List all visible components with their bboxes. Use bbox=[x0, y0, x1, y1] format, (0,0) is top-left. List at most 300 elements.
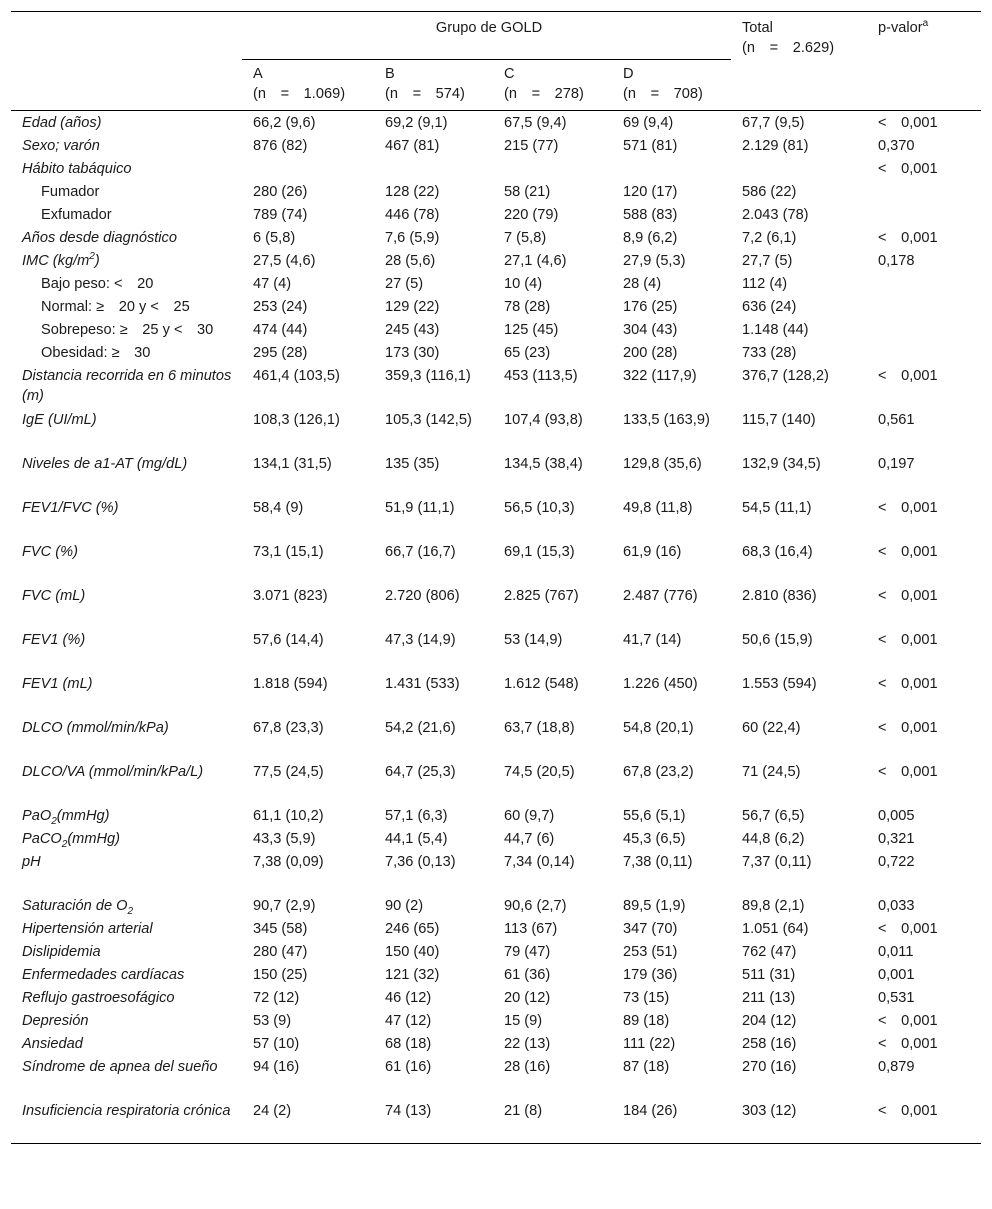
table-row bbox=[11, 540, 981, 584]
group-d-cell: 253 (51) bbox=[623, 944, 678, 960]
group-d-cell: 179 (36) bbox=[623, 967, 678, 983]
row-label-text: Depresión bbox=[22, 1013, 89, 1029]
row-label bbox=[11, 249, 242, 272]
row-label-suffix: ) bbox=[94, 253, 100, 269]
total-cell: 1.148 (44) bbox=[742, 322, 809, 338]
table-row bbox=[11, 134, 981, 157]
row-label-text: Distancia recorrida en 6 minutos (m) bbox=[22, 368, 232, 404]
p-value-cell: 0,879 bbox=[878, 1059, 915, 1075]
p-value-cell: < 0,001 bbox=[878, 544, 938, 560]
group-c-cell: 453 (113,5) bbox=[504, 368, 578, 384]
group-a-cell: 3.071 (823) bbox=[253, 588, 328, 604]
group-b-cell: 68 (18) bbox=[385, 1036, 432, 1052]
group-a-cell: 253 (24) bbox=[253, 299, 308, 315]
group-b-cell: 66,7 (16,7) bbox=[385, 544, 456, 560]
group-c-cell: 134,5 (38,4) bbox=[504, 456, 583, 472]
group-a-cell: 90,7 (2,9) bbox=[253, 898, 316, 914]
row-label-suffix: (mmHg) bbox=[56, 808, 110, 824]
group-c-cell: 7,34 (0,14) bbox=[504, 854, 575, 870]
pvalue-header bbox=[867, 12, 981, 111]
group-c-cell: 7 (5,8) bbox=[504, 230, 547, 246]
table-row bbox=[11, 226, 981, 249]
row-label-subscript: 2 bbox=[61, 838, 68, 850]
group-d-cell: 28 (4) bbox=[623, 276, 662, 292]
row-label bbox=[11, 940, 242, 963]
p-value-cell: < 0,001 bbox=[878, 230, 938, 246]
total-cell: 44,8 (6,2) bbox=[742, 831, 805, 847]
group-b-cell: 128 (22) bbox=[385, 184, 440, 200]
p-value-cell: < 0,001 bbox=[878, 921, 938, 937]
group-a-cell: 280 (26) bbox=[253, 184, 308, 200]
total-cell: 303 (12) bbox=[742, 1103, 797, 1119]
group-c-cell: 220 (79) bbox=[504, 207, 559, 223]
p-value-cell bbox=[867, 203, 981, 226]
row-label-text: Obesidad: ≥ 30 bbox=[41, 345, 151, 361]
row-label bbox=[11, 804, 242, 827]
row-label bbox=[11, 986, 242, 1009]
table-row bbox=[11, 1055, 981, 1099]
group-b-cell: 51,9 (11,1) bbox=[385, 500, 455, 516]
group-a-cell: 72 (12) bbox=[253, 990, 300, 1006]
group-d-cell: 7,38 (0,11) bbox=[623, 854, 693, 870]
p-value-cell: 0,001 bbox=[878, 967, 915, 983]
table-row bbox=[11, 203, 981, 226]
group-d-cell: 55,6 (5,1) bbox=[623, 808, 686, 824]
table-row bbox=[11, 584, 981, 628]
table-row bbox=[11, 180, 981, 203]
p-value-cell: 0,321 bbox=[878, 831, 915, 847]
group-name: B bbox=[385, 66, 395, 82]
group-b-cell: 69,2 (9,1) bbox=[385, 115, 448, 131]
total-cell: 60 (22,4) bbox=[742, 720, 801, 736]
row-label-text: Hipertensión arterial bbox=[22, 921, 153, 937]
row-label bbox=[11, 850, 242, 894]
row-label bbox=[11, 1099, 242, 1144]
group-b-cell: 446 (78) bbox=[385, 207, 440, 223]
p-value-cell: < 0,001 bbox=[878, 632, 938, 648]
row-label-subscript: 2 bbox=[51, 815, 57, 827]
group-name: C bbox=[504, 66, 515, 82]
group-a-cell: 474 (44) bbox=[253, 322, 308, 338]
group-c-cell: 65 (23) bbox=[504, 345, 551, 361]
total-cell: 733 (28) bbox=[742, 345, 797, 361]
row-label bbox=[11, 408, 242, 452]
total-cell bbox=[731, 157, 867, 180]
row-label-text: Síndrome de apnea del sueño bbox=[22, 1059, 218, 1075]
row-label-text: PaCO bbox=[22, 831, 62, 847]
row-label bbox=[11, 540, 242, 584]
group-d-cell: 200 (28) bbox=[623, 345, 678, 361]
group-b-cell: 27 (5) bbox=[385, 276, 424, 292]
row-label bbox=[11, 894, 242, 917]
row-label bbox=[11, 318, 242, 341]
total-cell: 67,7 (9,5) bbox=[742, 115, 805, 131]
group-a-cell: 876 (82) bbox=[253, 138, 308, 154]
p-value-cell bbox=[867, 318, 981, 341]
group-a-cell: 57,6 (14,4) bbox=[253, 632, 324, 648]
group-d-cell: 8,9 (6,2) bbox=[623, 230, 678, 246]
row-label bbox=[11, 364, 242, 408]
group-a-cell: 108,3 (126,1) bbox=[253, 412, 340, 428]
row-label bbox=[11, 963, 242, 986]
p-value-cell: 0,011 bbox=[878, 944, 914, 960]
group-header-d bbox=[612, 60, 731, 111]
group-b-cell: 46 (12) bbox=[385, 990, 432, 1006]
group-a-cell: 1.818 (594) bbox=[253, 676, 328, 692]
group-b-cell: 47,3 (14,9) bbox=[385, 632, 456, 648]
group-a-cell: 94 (16) bbox=[253, 1059, 300, 1075]
row-label-text: Sexo; varón bbox=[22, 138, 100, 154]
group-a-cell: 150 (25) bbox=[253, 967, 308, 983]
row-label-text: Normal: ≥ 20 y < 25 bbox=[41, 299, 190, 315]
row-label-text: IMC (kg/m bbox=[22, 253, 90, 269]
group-b-cell: 54,2 (21,6) bbox=[385, 720, 456, 736]
group-d-cell: 27,9 (5,3) bbox=[623, 253, 686, 269]
group-n: (n = 278) bbox=[504, 86, 584, 102]
group-c-cell: 125 (45) bbox=[504, 322, 559, 338]
row-label bbox=[11, 1009, 242, 1032]
row-label-superscript: 2 bbox=[89, 251, 95, 263]
group-a-cell bbox=[242, 157, 374, 180]
row-label bbox=[11, 584, 242, 628]
group-header-b bbox=[374, 60, 493, 111]
row-label-text: IgE (UI/mL) bbox=[22, 412, 97, 428]
total-cell: 56,7 (6,5) bbox=[742, 808, 805, 824]
group-c-cell: 90,6 (2,7) bbox=[504, 898, 567, 914]
group-b-cell: 467 (81) bbox=[385, 138, 440, 154]
total-cell: 586 (22) bbox=[742, 184, 797, 200]
total-cell: 115,7 (140) bbox=[742, 412, 816, 428]
group-a-cell: 43,3 (5,9) bbox=[253, 831, 316, 847]
table-row bbox=[11, 716, 981, 760]
group-c-cell: 60 (9,7) bbox=[504, 808, 555, 824]
group-b-cell: 64,7 (25,3) bbox=[385, 764, 456, 780]
total-cell: 54,5 (11,1) bbox=[742, 500, 812, 516]
group-d-cell: 73 (15) bbox=[623, 990, 670, 1006]
table-row bbox=[11, 760, 981, 804]
row-label-suffix: (mmHg) bbox=[67, 831, 121, 847]
group-c-cell: 215 (77) bbox=[504, 138, 559, 154]
row-label bbox=[11, 716, 242, 760]
group-a-cell: 53 (9) bbox=[253, 1013, 292, 1029]
row-label bbox=[11, 1055, 242, 1099]
p-value-cell bbox=[867, 272, 981, 295]
total-cell: 89,8 (2,1) bbox=[742, 898, 805, 914]
row-label-text: FVC (mL) bbox=[22, 588, 86, 604]
table-row bbox=[11, 628, 981, 672]
pvalue-label: p-valor bbox=[878, 20, 923, 36]
group-b-cell: 121 (32) bbox=[385, 967, 440, 983]
row-label-text: FVC (%) bbox=[22, 544, 78, 560]
total-cell: 1.051 (64) bbox=[742, 921, 809, 937]
table-row bbox=[11, 249, 981, 272]
group-c-cell: 79 (47) bbox=[504, 944, 551, 960]
row-label-text: Edad (años) bbox=[22, 115, 102, 131]
table-row bbox=[11, 986, 981, 1009]
table-row bbox=[11, 452, 981, 496]
total-cell: 112 (4) bbox=[742, 276, 788, 292]
group-d-cell: 87 (18) bbox=[623, 1059, 670, 1075]
group-d-cell: 89 (18) bbox=[623, 1013, 670, 1029]
table-row bbox=[11, 827, 981, 850]
group-c-cell: 69,1 (15,3) bbox=[504, 544, 575, 560]
p-value-cell: 0,561 bbox=[878, 412, 915, 428]
table-row bbox=[11, 496, 981, 540]
p-value-cell: < 0,001 bbox=[878, 764, 938, 780]
table-row bbox=[11, 1032, 981, 1055]
group-name: D bbox=[623, 66, 634, 82]
table-row bbox=[11, 894, 981, 917]
row-label bbox=[11, 760, 242, 804]
p-value-cell: 0,722 bbox=[878, 854, 915, 870]
group-d-cell: 89,5 (1,9) bbox=[623, 898, 686, 914]
table-row bbox=[11, 157, 981, 180]
row-label bbox=[11, 917, 242, 940]
group-b-cell: 7,36 (0,13) bbox=[385, 854, 456, 870]
group-c-cell: 15 (9) bbox=[504, 1013, 543, 1029]
group-b-cell: 359,3 (116,1) bbox=[385, 368, 471, 384]
group-c-cell: 2.825 (767) bbox=[504, 588, 579, 604]
p-value-cell: 0,370 bbox=[878, 138, 915, 154]
group-d-cell: 176 (25) bbox=[623, 299, 678, 315]
total-cell: 204 (12) bbox=[742, 1013, 797, 1029]
total-cell: 50,6 (15,9) bbox=[742, 632, 813, 648]
p-value-cell: 0,005 bbox=[878, 808, 915, 824]
p-value-cell: < 0,001 bbox=[878, 1036, 938, 1052]
row-label bbox=[11, 341, 242, 364]
total-cell: 27,7 (5) bbox=[742, 253, 793, 269]
group-b-cell: 245 (43) bbox=[385, 322, 440, 338]
row-label bbox=[11, 157, 242, 180]
group-a-cell: 61,1 (10,2) bbox=[253, 808, 324, 824]
total-cell: 511 (31) bbox=[742, 967, 796, 983]
group-a-cell: 57 (10) bbox=[253, 1036, 300, 1052]
table-row bbox=[11, 364, 981, 408]
group-d-cell bbox=[612, 157, 731, 180]
group-c-cell: 10 (4) bbox=[504, 276, 543, 292]
row-label-text: Enfermedades cardíacas bbox=[22, 967, 185, 983]
group-d-cell: 45,3 (6,5) bbox=[623, 831, 686, 847]
total-cell: 211 (13) bbox=[742, 990, 796, 1006]
gold-group-header: Grupo de GOLD bbox=[242, 12, 731, 60]
row-label-text: Ansiedad bbox=[22, 1036, 83, 1052]
row-label-text: FEV1/FVC (%) bbox=[22, 500, 119, 516]
row-label bbox=[11, 134, 242, 157]
p-value-cell: < 0,001 bbox=[878, 720, 938, 736]
total-cell: 71 (24,5) bbox=[742, 764, 801, 780]
group-d-cell: 133,5 (163,9) bbox=[623, 412, 710, 428]
group-b-cell: 246 (65) bbox=[385, 921, 440, 937]
group-d-cell: 184 (26) bbox=[623, 1103, 678, 1119]
group-a-cell: 461,4 (103,5) bbox=[253, 368, 340, 384]
p-value-cell: < 0,001 bbox=[878, 588, 938, 604]
group-d-cell: 111 (22) bbox=[623, 1036, 676, 1052]
row-label bbox=[11, 827, 242, 850]
group-c-cell: 67,5 (9,4) bbox=[504, 115, 567, 131]
row-label bbox=[11, 272, 242, 295]
row-label bbox=[11, 180, 242, 203]
group-d-cell: 67,8 (23,2) bbox=[623, 764, 694, 780]
group-b-cell: 135 (35) bbox=[385, 456, 440, 472]
total-cell: 1.553 (594) bbox=[742, 676, 817, 692]
group-d-cell: 49,8 (11,8) bbox=[623, 500, 693, 516]
group-b-cell: 129 (22) bbox=[385, 299, 440, 315]
p-value-cell: < 0,001 bbox=[878, 500, 938, 516]
group-a-cell: 24 (2) bbox=[253, 1103, 292, 1119]
group-b-cell: 90 (2) bbox=[385, 898, 424, 914]
group-a-cell: 134,1 (31,5) bbox=[253, 456, 332, 472]
row-label bbox=[11, 111, 242, 135]
group-n: (n = 708) bbox=[623, 86, 703, 102]
total-cell: 2.129 (81) bbox=[742, 138, 809, 154]
p-value-cell: < 0,001 bbox=[878, 161, 938, 177]
group-a-cell: 66,2 (9,6) bbox=[253, 115, 316, 131]
group-c-cell: 78 (28) bbox=[504, 299, 551, 315]
total-cell: 376,7 (128,2) bbox=[742, 368, 829, 384]
row-label-text: DLCO (mmol/min/kPa) bbox=[22, 720, 169, 736]
table-row bbox=[11, 1099, 981, 1144]
row-label bbox=[11, 226, 242, 249]
pvalue-footnote-mark: a bbox=[922, 18, 929, 30]
group-b-cell: 57,1 (6,3) bbox=[385, 808, 448, 824]
clinical-characteristics-table bbox=[11, 11, 981, 1144]
group-name: A bbox=[253, 66, 263, 82]
row-label-text: FEV1 (%) bbox=[22, 632, 86, 648]
table-row bbox=[11, 318, 981, 341]
total-header bbox=[731, 12, 867, 111]
p-value-cell: 0,531 bbox=[878, 990, 915, 1006]
group-c-cell: 56,5 (10,3) bbox=[504, 500, 575, 516]
row-label bbox=[11, 295, 242, 318]
group-c-cell: 44,7 (6) bbox=[504, 831, 555, 847]
total-cell: 270 (16) bbox=[742, 1059, 797, 1075]
row-label-text: Reflujo gastroesofágico bbox=[22, 990, 175, 1006]
group-c-cell: 107,4 (93,8) bbox=[504, 412, 583, 428]
group-b-cell: 1.431 (533) bbox=[385, 676, 460, 692]
table-row bbox=[11, 272, 981, 295]
group-b-cell: 28 (5,6) bbox=[385, 253, 436, 269]
group-c-cell: 53 (14,9) bbox=[504, 632, 563, 648]
group-c-cell: 63,7 (18,8) bbox=[504, 720, 575, 736]
group-b-cell: 105,3 (142,5) bbox=[385, 412, 472, 428]
group-d-cell: 1.226 (450) bbox=[623, 676, 698, 692]
group-a-cell: 345 (58) bbox=[253, 921, 308, 937]
total-n: (n = 2.629) bbox=[742, 40, 835, 56]
row-label-text: Dislipidemia bbox=[22, 944, 101, 960]
table-row bbox=[11, 804, 981, 827]
row-label-text: Sobrepeso: ≥ 25 y < 30 bbox=[41, 322, 214, 338]
total-cell: 2.043 (78) bbox=[742, 207, 809, 223]
group-header-a bbox=[242, 60, 374, 111]
group-c-cell bbox=[493, 157, 612, 180]
group-a-cell: 295 (28) bbox=[253, 345, 308, 361]
total-cell: 132,9 (34,5) bbox=[742, 456, 821, 472]
row-label-text: pH bbox=[22, 854, 41, 870]
group-c-cell: 22 (13) bbox=[504, 1036, 551, 1052]
total-cell: 68,3 (16,4) bbox=[742, 544, 813, 560]
group-header-c bbox=[493, 60, 612, 111]
group-d-cell: 41,7 (14) bbox=[623, 632, 682, 648]
row-label-text: PaO bbox=[22, 808, 52, 824]
p-value-cell: 0,197 bbox=[878, 456, 915, 472]
group-b-cell: 150 (40) bbox=[385, 944, 440, 960]
table-row bbox=[11, 672, 981, 716]
group-c-cell: 1.612 (548) bbox=[504, 676, 579, 692]
group-a-cell: 47 (4) bbox=[253, 276, 292, 292]
table-row bbox=[11, 850, 981, 894]
group-c-cell: 27,1 (4,6) bbox=[504, 253, 567, 269]
stub-header bbox=[11, 12, 242, 111]
group-b-cell: 44,1 (5,4) bbox=[385, 831, 448, 847]
p-value-cell: 0,033 bbox=[878, 898, 915, 914]
table-row bbox=[11, 341, 981, 364]
table-body bbox=[11, 111, 981, 1144]
row-label bbox=[11, 672, 242, 716]
p-value-cell: < 0,001 bbox=[878, 676, 938, 692]
group-a-cell: 6 (5,8) bbox=[253, 230, 296, 246]
group-d-cell: 2.487 (776) bbox=[623, 588, 698, 604]
group-d-cell: 322 (117,9) bbox=[623, 368, 697, 384]
group-b-cell: 7,6 (5,9) bbox=[385, 230, 440, 246]
group-a-cell: 58,4 (9) bbox=[253, 500, 304, 516]
group-d-cell: 571 (81) bbox=[623, 138, 678, 154]
table-row bbox=[11, 1009, 981, 1032]
table-row bbox=[11, 917, 981, 940]
p-value-cell: 0,178 bbox=[878, 253, 915, 269]
group-b-cell: 173 (30) bbox=[385, 345, 440, 361]
total-cell: 636 (24) bbox=[742, 299, 797, 315]
row-label-text: Saturación de O bbox=[22, 898, 128, 914]
total-cell: 762 (47) bbox=[742, 944, 797, 960]
group-a-cell: 789 (74) bbox=[253, 207, 308, 223]
group-d-cell: 120 (17) bbox=[623, 184, 678, 200]
row-label bbox=[11, 452, 242, 496]
p-value-cell bbox=[867, 295, 981, 318]
row-label bbox=[11, 1032, 242, 1055]
group-b-cell: 2.720 (806) bbox=[385, 588, 460, 604]
group-a-cell: 67,8 (23,3) bbox=[253, 720, 324, 736]
group-d-cell: 61,9 (16) bbox=[623, 544, 682, 560]
total-cell: 2.810 (836) bbox=[742, 588, 817, 604]
total-cell: 258 (16) bbox=[742, 1036, 797, 1052]
row-label-text: Bajo peso: < 20 bbox=[41, 276, 154, 292]
group-c-cell: 113 (67) bbox=[504, 921, 558, 937]
group-a-cell: 73,1 (15,1) bbox=[253, 544, 324, 560]
p-value-cell: < 0,001 bbox=[878, 115, 938, 131]
row-label-text: Exfumador bbox=[41, 207, 112, 223]
group-b-cell bbox=[374, 157, 493, 180]
group-a-cell: 7,38 (0,09) bbox=[253, 854, 324, 870]
group-d-cell: 129,8 (35,6) bbox=[623, 456, 702, 472]
group-a-cell: 77,5 (24,5) bbox=[253, 764, 324, 780]
group-c-cell: 28 (16) bbox=[504, 1059, 551, 1075]
group-b-cell: 61 (16) bbox=[385, 1059, 432, 1075]
total-cell: 7,37 (0,11) bbox=[742, 854, 812, 870]
group-n: (n = 574) bbox=[385, 86, 465, 102]
p-value-cell bbox=[867, 341, 981, 364]
group-c-cell: 74,5 (20,5) bbox=[504, 764, 575, 780]
total-label: Total bbox=[742, 20, 773, 36]
group-c-cell: 61 (36) bbox=[504, 967, 551, 983]
table-row bbox=[11, 408, 981, 452]
row-label-text: Niveles de a1-AT (mg/dL) bbox=[22, 456, 188, 472]
group-a-cell: 280 (47) bbox=[253, 944, 308, 960]
group-d-cell: 304 (43) bbox=[623, 322, 678, 338]
row-label-text: Años desde diagnóstico bbox=[22, 230, 177, 246]
group-c-cell: 58 (21) bbox=[504, 184, 551, 200]
group-d-cell: 588 (83) bbox=[623, 207, 678, 223]
p-value-cell: < 0,001 bbox=[878, 1103, 938, 1119]
